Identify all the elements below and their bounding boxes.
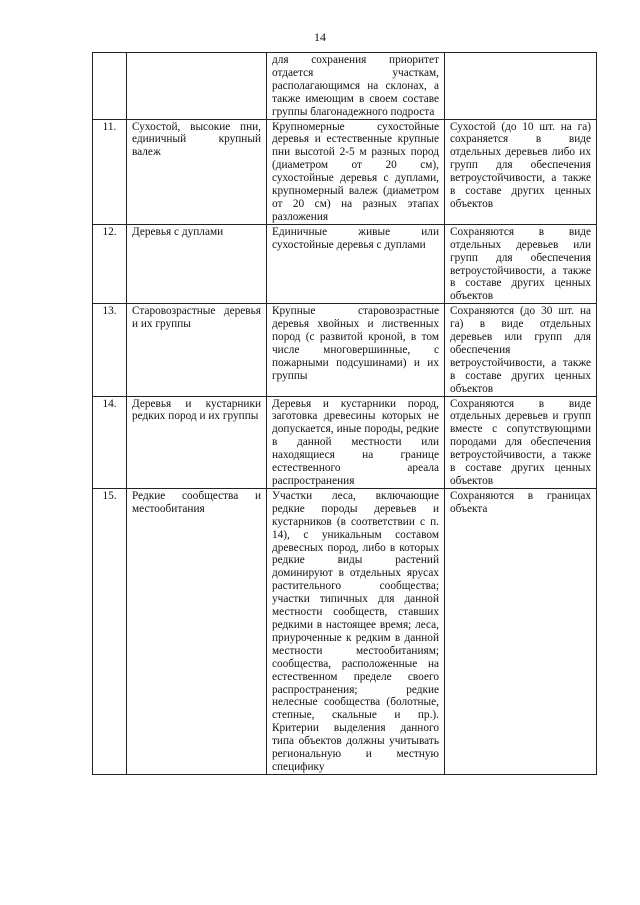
recommendation-cell: Сохраняются (до 30 шт. на га) в виде отдельных деревьев или групп для обеспечения ветроустойчивости, а также в составе других ценных объектов <box>445 304 597 396</box>
table-row <box>93 224 597 303</box>
row-number-cell: 15. <box>93 488 127 774</box>
table-row <box>93 488 597 774</box>
objects-table <box>92 52 597 775</box>
object-name-cell: Деревья с дуплами <box>127 224 267 303</box>
row-number-cell <box>93 53 127 120</box>
recommendation-cell: Сохраняются в границах объекта <box>445 488 597 774</box>
recommendation-cell: Сохраняются в виде отдельных деревьев или групп для обеспечения ветроустойчивости, а также в составе других ценных объектов <box>445 224 597 303</box>
row-number-cell: 13. <box>93 304 127 396</box>
row-number-cell: 11. <box>93 119 127 224</box>
object-description-cell: Единичные живые или сухостойные деревья с дуплами <box>267 224 445 303</box>
object-name-cell: Старовозрастные деревья и их группы <box>127 304 267 396</box>
object-name-cell: Деревья и кустарники редких пород и их группы <box>127 396 267 488</box>
object-description-cell: Деревья и кустарники пород, заготовка древесины которых не допускается, иные породы, редкие в данной местности или находящиеся на границе естественного ареала распространения <box>267 396 445 488</box>
recommendation-cell: Сухостой (до 10 шт. на га) сохраняется в виде отдельных деревьев либо их групп для обеспечения ветроустойчивости, а также в составе других ценных объектов <box>445 119 597 224</box>
object-name-cell <box>127 53 267 120</box>
table-row <box>93 304 597 396</box>
table-row-continuation <box>93 53 597 120</box>
object-name-cell: Редкие сообщества и местообитания <box>127 488 267 774</box>
table-row <box>93 119 597 224</box>
object-description-cell: для сохранения приоритет отдается участкам, располагающимся на склонах, а также имеющим в своем составе группы благонадежного подроста <box>267 53 445 120</box>
recommendation-cell <box>445 53 597 120</box>
row-number-cell: 14. <box>93 396 127 488</box>
table-row <box>93 396 597 488</box>
recommendation-cell: Сохраняются в виде отдельных деревьев и групп вместе с сопутствующими породами для обеспечения ветроустойчивости, а также в составе других ценных объектов <box>445 396 597 488</box>
row-number-cell: 12. <box>93 224 127 303</box>
object-description-cell: Крупномерные сухостойные деревья и естественные крупные пни высотой 2-5 м разных пород (диаметром от 20 см), сухостойные деревья с дуплами, крупномерный валеж (диаметром от 20 см) на разных этапах разложения <box>267 119 445 224</box>
page-number: 14 <box>314 30 326 44</box>
object-description-cell: Участки леса, включающие редкие породы деревьев и кустарников (в соответствии с п. 14), с уникальным составом древесных пород, либо в которых редкие виды растений доминируют в отдельных ярусах растительного сообщества; участки типичных для данной местности сообществ, ставших редкими в настоящее время; леса, приуроченные к редким в данной местности местообитаниям; сообщества, расположенные на естественном пределе своего распространения; редкие нелесные сообщества (болотные, степные, скальные и пр.). Критерии выделения данного типа объектов должны учитывать региональную и местную специфику <box>267 488 445 774</box>
object-name-cell: Сухостой, высокие пни, единичный крупный валеж <box>127 119 267 224</box>
object-description-cell: Крупные старовозрастные деревья хвойных и лиственных пород (с развитой кроной, в том числе многовершинные, с пожарными подсушинами) и их группы <box>267 304 445 396</box>
